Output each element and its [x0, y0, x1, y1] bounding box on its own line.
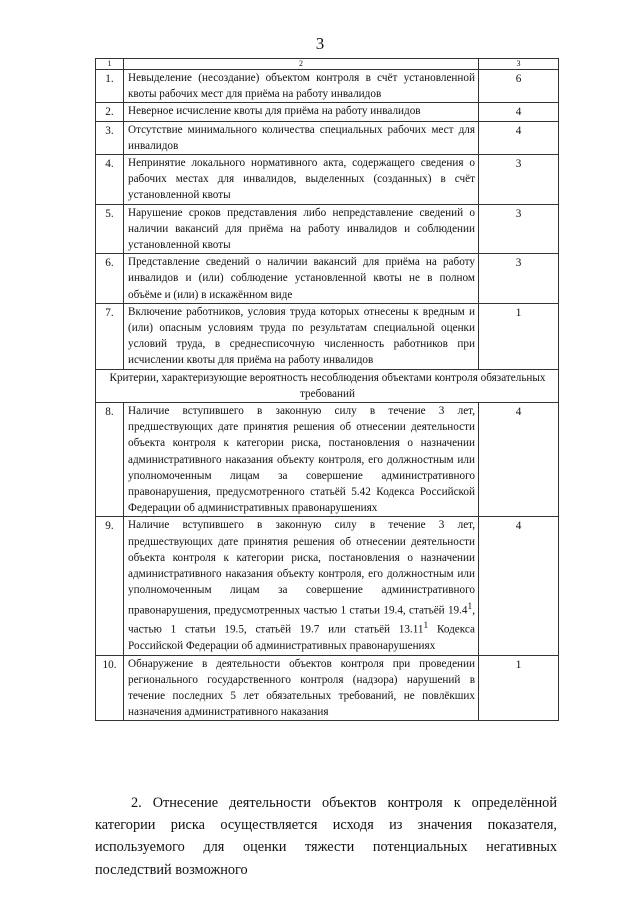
row-number: 8.	[96, 403, 124, 517]
table-header-row	[96, 59, 559, 70]
table-row	[96, 70, 559, 103]
row-score: 4	[479, 517, 559, 655]
row-number: 6.	[96, 254, 124, 304]
paragraph-text: 2. Отнесение деятельности объектов контроля к определённой категории риска осуществляется исходя из значения показателя, используемого для оценки тяжести потенциальных негативных последствий возможного	[95, 795, 557, 878]
row-score: 4	[479, 103, 559, 121]
row-number: 1.	[96, 70, 124, 103]
section-title: Критерии, характеризующие вероятность несоблюдения объектами контроля обязательных требований	[96, 369, 559, 402]
row-criterion: Включение работников, условия труда которых отнесены к вредным и (или) опасным условиям труда по результатам специальной оценки условий труда, в среднесписочную численность работников при исчислении квоты для приёма на работу инвалидов	[124, 303, 479, 369]
row-number: 5.	[96, 204, 124, 254]
table-row	[96, 303, 559, 369]
criteria-table	[95, 58, 559, 721]
row-score: 3	[479, 254, 559, 304]
header-cell-1: 1	[96, 59, 124, 70]
table-row	[96, 155, 559, 205]
row-score: 4	[479, 121, 559, 154]
row-criterion: Наличие вступившего в законную силу в течение 3 лет, предшествующих дате принятия решения об отнесении деятельности объекта контроля к категории риска, постановления о назначении административного наказания объекту контроля, его должностным или уполномоченным лицам за совершение административного правонарушения, предусмотренного статьёй 5.42 Кодекса Российской Федерации об административных правонарушениях	[124, 403, 479, 517]
row-score: 1	[479, 303, 559, 369]
section-heading-row	[96, 369, 559, 402]
row-criterion: Обнаружение в деятельности объектов контроля при проведении регионального государственного контроля (надзора) нарушений в течение последних 5 лет обязательных требований, не повлёкших назначения административного наказания	[124, 655, 479, 721]
superscript: 1	[423, 621, 429, 632]
table-row	[96, 254, 559, 304]
header-cell-2: 2	[124, 59, 479, 70]
row-number: 7.	[96, 303, 124, 369]
row-number: 4.	[96, 155, 124, 205]
row-criterion	[124, 517, 479, 655]
row-number: 2.	[96, 103, 124, 121]
page-number: 3	[315, 34, 325, 53]
row-criterion: Отсутствие минимального количества специальных рабочих мест для инвалидов	[124, 121, 479, 154]
table-row	[96, 121, 559, 154]
row-number: 9.	[96, 517, 124, 655]
row-score: 3	[479, 155, 559, 205]
row-number: 10.	[96, 655, 124, 721]
table-row	[96, 517, 559, 655]
row-criterion: Невыделение (несоздание) объектом контроля в счёт установленной квоты рабочих мест для приёма на работу инвалидов	[124, 70, 479, 103]
row-criterion: Нарушение сроков представления либо непредставление сведений о наличии вакансий для приёма на работу инвалидов и соблюдении установленной квоты	[124, 204, 479, 254]
body-paragraph	[95, 792, 557, 881]
row-score: 3	[479, 204, 559, 254]
row-criterion: Непринятие локального нормативного акта, содержащего сведения о рабочих местах для инвалидов, выделенных (созданных) в счёт установленной квоты	[124, 155, 479, 205]
row-score: 1	[479, 655, 559, 721]
table-row	[96, 403, 559, 517]
row-score: 4	[479, 403, 559, 517]
row-number: 3.	[96, 121, 124, 154]
criterion-text-part: , частью 1 статьи 19.5, статьёй 19.7 или статьёй 13.11	[128, 604, 475, 637]
superscript: 1	[467, 601, 473, 612]
table-row	[96, 103, 559, 121]
table-row	[96, 204, 559, 254]
row-score: 6	[479, 70, 559, 103]
header-cell-3: 3	[479, 59, 559, 70]
row-criterion: Неверное исчисление квоты для приёма на работу инвалидов	[124, 103, 479, 121]
criterion-text-part: Наличие вступившего в законную силу в течение 3 лет, предшествующих дате принятия решения об отнесении деятельности объекта контроля к категории риска, постановления о назначении административного наказания объекту контроля, его должностным или уполномоченным лицам за совершение административного правонарушения, предусмотренных частью 1 статьи 19.4, статьёй 19.4	[128, 519, 475, 617]
criterion-text-part: Кодекса Российской Федерации об административных правонарушениях	[128, 624, 475, 653]
row-criterion: Представление сведений о наличии вакансий для приёма на работу инвалидов и (или) соблюдение установленной квоты не в полном объёме и (или) в искажённом виде	[124, 254, 479, 304]
table-row	[96, 655, 559, 721]
